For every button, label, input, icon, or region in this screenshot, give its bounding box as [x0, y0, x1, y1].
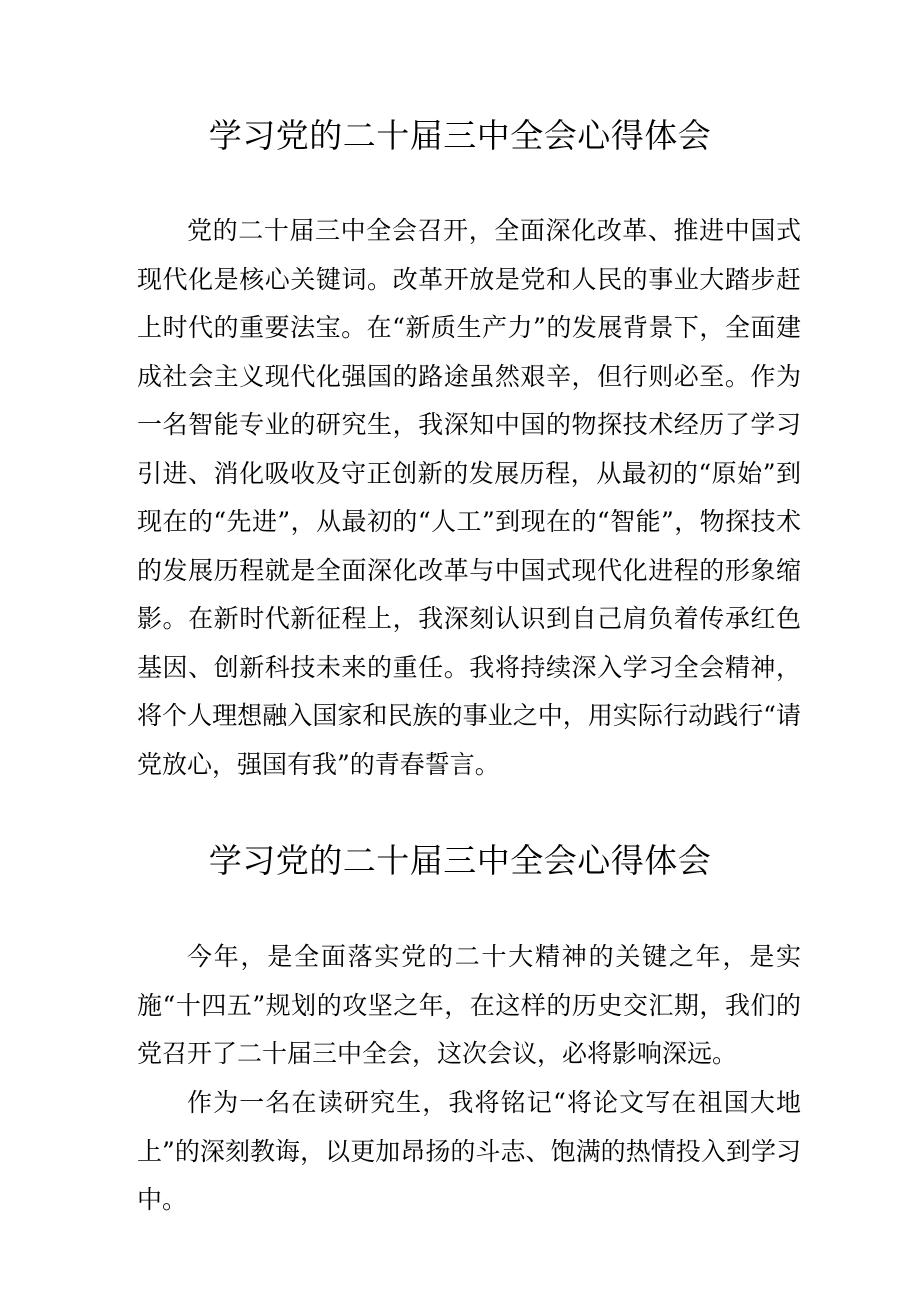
section-2-title: 学习党的二十届三中全会心得体会 — [208, 841, 712, 880]
section-1-title: 学习党的二十届三中全会心得体会 — [208, 116, 712, 155]
section-1-paragraph-1: 党的二十届三中全会召开，全面深化改革、推进中国式现代化是核心关键词。改革开放是党和人民的事业大踏步赶上时代的重要法宝。在“新质生产力”的发展背景下，全面建成社会主义现代化强国的路途虽然艰辛，但行则必至。作为一名智能专业的研究生，我深知中国的物探技术经历了学习引进、消化吸收及守正创新的发展历程，从最初的“原始”到现在的“先进”，从最初的“人工”到现在的“智能”，物探技术的发展历程就是全面深化改革与中国式现代化进程的形象缩影。在新时代新征程上，我深刻认识到自己肩负着传承红色基因、创新科技未来的重任。我将持续深入学习全会精神，将个人理想融入国家和民族的事业之中，用实际行动践行“请党放心，强国有我”的青春誓言。 — [137, 216, 801, 779]
section-2-paragraph-1: 今年，是全面落实党的二十大精神的关键之年，是实施“十四五”规划的攻坚之年，在这样的历史交汇期，我们的党召开了二十届三中全会，这次会议，必将影响深远。 — [137, 942, 801, 1068]
section-2-paragraph-2: 作为一名在读研究生，我将铭记“将论文写在祖国大地上”的深刻教诲，以更加昂扬的斗志、饱满的热情投入到学习中。 — [137, 1088, 801, 1214]
